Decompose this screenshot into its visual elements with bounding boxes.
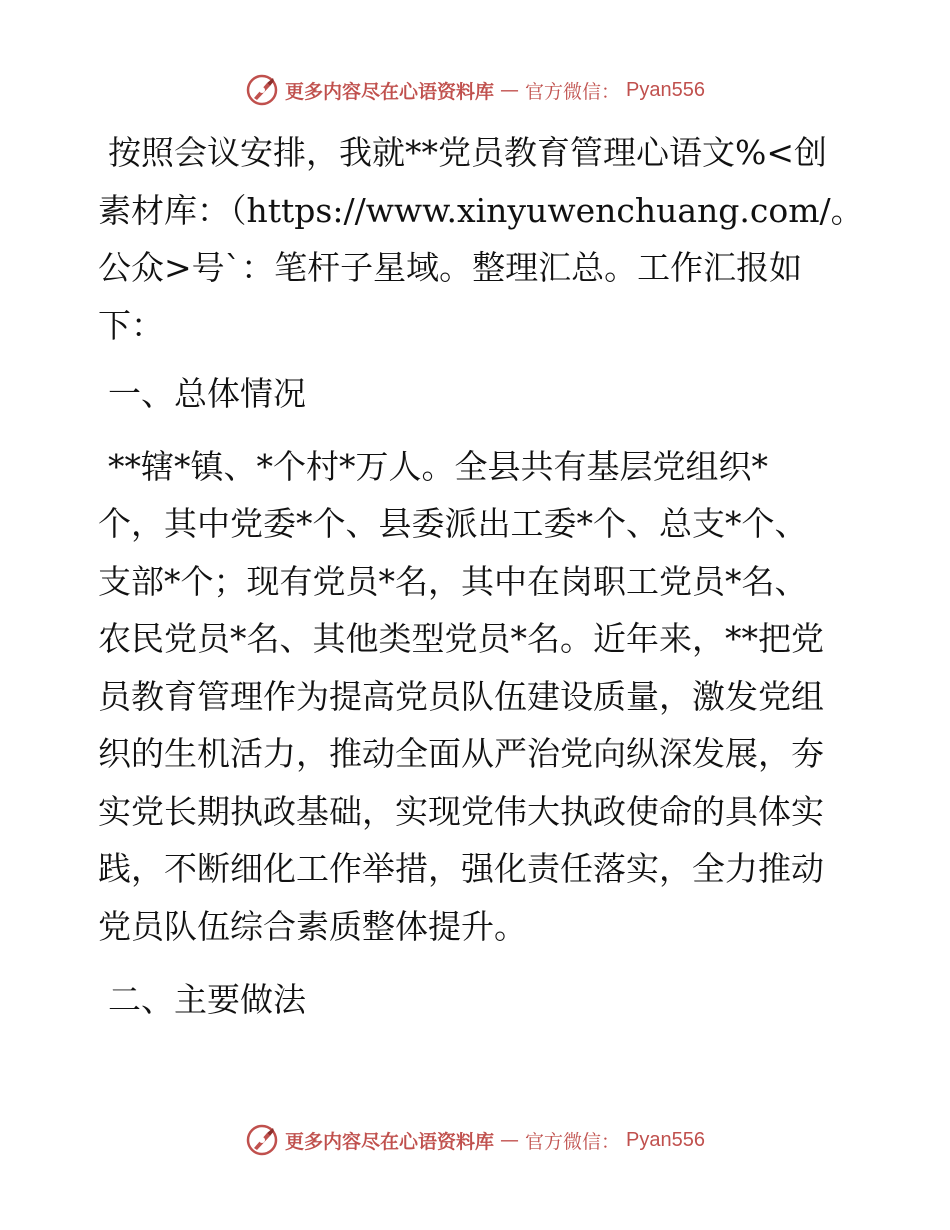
section-heading-overview: 一、总体情况 [108, 374, 306, 413]
header-wechat-label: 官方微信： [525, 80, 621, 103]
header-banner-separator: — [500, 79, 520, 101]
text-line: 践，不断细化工作举措，强化责任落实，全力推动 [98, 849, 824, 888]
text-line: 下： [98, 305, 164, 345]
quill-logo-icon [245, 73, 279, 107]
footer-wechat-label: 官方微信： [525, 1130, 621, 1153]
text-line: 素材库：（https://www.xinyuwenchuang.com/。 [98, 190, 864, 230]
overview-paragraph [98, 438, 858, 956]
intro-paragraph [98, 124, 864, 354]
text-line: 织的生机活力，推动全面从严治党向纵深发展，夯 [98, 734, 824, 773]
text-line: 党员队伍综合素质整体提升。 [98, 906, 527, 946]
text-line: 支部*个；现有党员*名，其中在岗职工党员*名、 [98, 561, 808, 601]
text-line: 员教育管理作为提高党员队伍建设质量，激发党组 [98, 676, 824, 716]
document-body [98, 124, 864, 1029]
text-line: 个，其中党委*个、县委派出工委*个、总支*个、 [98, 504, 808, 543]
text-line: **辖*镇、*个村*万人。全县共有基层党组织* [108, 446, 768, 486]
header-banner-text: 更多内容尽在心语资料库 [285, 80, 495, 103]
text-line: 公众>号`：笔杆子星域。整理汇总。工作汇报如 [98, 248, 803, 287]
footer-banner [0, 1122, 950, 1158]
text-line: 农民党员*名、其他类型党员*名。近年来，**把党 [98, 619, 824, 658]
footer-banner-text: 更多内容尽在心语资料库 [285, 1130, 495, 1153]
section-heading-practices: 二、主要做法 [108, 980, 306, 1019]
footer-wechat-id: Pyan556 [626, 1128, 705, 1151]
text-line: 按照会议安排，我就**党员教育管理心语文%<创 [108, 133, 828, 172]
header-banner [0, 72, 950, 108]
quill-logo-icon [245, 1123, 279, 1157]
header-wechat-id: Pyan556 [626, 78, 705, 101]
text-line: 实党长期执政基础，实现党伟大执政使命的具体实 [98, 791, 824, 831]
footer-banner-separator: — [500, 1129, 520, 1151]
